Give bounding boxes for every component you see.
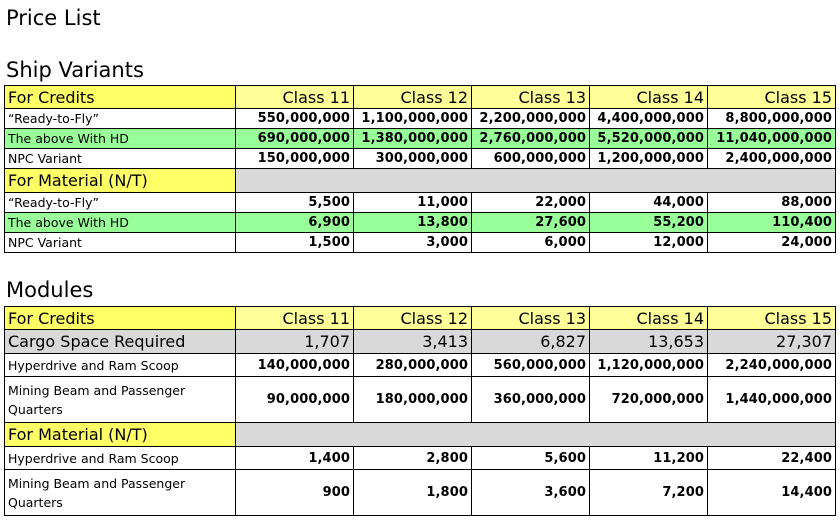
price-cell: 55,200 [590,213,708,233]
class-header: Class 13 [472,307,590,330]
material-header-filler [236,169,836,193]
modules-title: Modules [6,278,94,302]
class-header: Class 15 [708,307,836,330]
price-cell: 140,000,000 [236,354,354,377]
price-cell: 550,000,000 [236,109,354,129]
table-row [5,129,836,149]
for-material-label: For Material (N/T) [5,423,236,447]
cargo-row [5,330,836,354]
cargo-cell: 6,827 [472,330,590,354]
price-cell: 1,800 [354,470,472,516]
price-cell: 90,000,000 [236,377,354,423]
price-cell: 1,120,000,000 [590,354,708,377]
table-row [5,354,836,377]
price-cell: 180,000,000 [354,377,472,423]
cargo-cell: 27,307 [708,330,836,354]
price-cell: 2,400,000,000 [708,149,836,169]
ship-variants-title: Ship Variants [6,58,144,82]
row-label: The above With HD [5,213,236,233]
price-cell: 24,000 [708,233,836,253]
price-cell: 14,400 [708,470,836,516]
table-row [5,193,836,213]
class-header: Class 15 [708,86,836,109]
material-header-row [5,423,836,447]
price-cell: 13,800 [354,213,472,233]
price-cell: 300,000,000 [354,149,472,169]
row-label: Hyperdrive and Ram Scoop [5,354,236,377]
class-header: Class 12 [354,86,472,109]
price-cell: 1,200,000,000 [590,149,708,169]
class-header: Class 12 [354,307,472,330]
for-material-label: For Material (N/T) [5,169,236,193]
price-cell: 360,000,000 [472,377,590,423]
class-header: Class 14 [590,86,708,109]
price-cell: 720,000,000 [590,377,708,423]
price-cell: 11,000 [354,193,472,213]
price-cell: 8,800,000,000 [708,109,836,129]
price-cell: 7,200 [590,470,708,516]
price-cell: 11,040,000,000 [708,129,836,149]
table-row [5,377,836,423]
price-cell: 3,000 [354,233,472,253]
price-cell: 44,000 [590,193,708,213]
table-row [5,213,836,233]
row-label: Mining Beam and Passenger Quarters [5,470,236,516]
ship-header-row [5,86,836,109]
table-row [5,149,836,169]
price-cell: 11,200 [590,447,708,470]
price-cell: 1,440,000,000 [708,377,836,423]
price-cell: 1,100,000,000 [354,109,472,129]
for-credits-label: For Credits [5,307,236,330]
price-cell: 1,380,000,000 [354,129,472,149]
price-cell: 1,400 [236,447,354,470]
table-row [5,447,836,470]
cargo-cell: 1,707 [236,330,354,354]
table-row [5,470,836,516]
row-label: NPC Variant [5,149,236,169]
for-credits-label: For Credits [5,86,236,109]
cargo-cell: 3,413 [354,330,472,354]
price-cell: 600,000,000 [472,149,590,169]
price-cell: 2,200,000,000 [472,109,590,129]
table-row [5,233,836,253]
price-cell: 6,000 [472,233,590,253]
price-cell: 3,600 [472,470,590,516]
ship-variants-table [4,85,836,253]
price-cell: 4,400,000,000 [590,109,708,129]
class-header: Class 14 [590,307,708,330]
material-header-filler [236,423,836,447]
class-header: Class 13 [472,86,590,109]
class-header: Class 11 [236,307,354,330]
price-cell: 150,000,000 [236,149,354,169]
row-label: Mining Beam and Passenger Quarters [5,377,236,423]
row-label: “Ready-to-Fly” [5,109,236,129]
price-cell: 22,400 [708,447,836,470]
page-title: Price List [6,6,101,30]
price-cell: 2,800 [354,447,472,470]
price-cell: 5,500 [236,193,354,213]
modules-header-row [5,307,836,330]
price-cell: 110,400 [708,213,836,233]
price-cell: 2,240,000,000 [708,354,836,377]
price-cell: 5,520,000,000 [590,129,708,149]
row-label: “Ready-to-Fly” [5,193,236,213]
price-cell: 22,000 [472,193,590,213]
row-label: NPC Variant [5,233,236,253]
row-label: The above With HD [5,129,236,149]
modules-table [4,306,836,516]
price-cell: 900 [236,470,354,516]
price-cell: 27,600 [472,213,590,233]
row-label: Cargo Space Required [5,330,236,354]
price-cell: 560,000,000 [472,354,590,377]
price-cell: 2,760,000,000 [472,129,590,149]
class-header: Class 11 [236,86,354,109]
price-cell: 6,900 [236,213,354,233]
price-cell: 690,000,000 [236,129,354,149]
price-cell: 280,000,000 [354,354,472,377]
price-cell: 88,000 [708,193,836,213]
row-label: Hyperdrive and Ram Scoop [5,447,236,470]
cargo-cell: 13,653 [590,330,708,354]
price-cell: 5,600 [472,447,590,470]
table-row [5,109,836,129]
material-header-row [5,169,836,193]
price-cell: 12,000 [590,233,708,253]
price-cell: 1,500 [236,233,354,253]
